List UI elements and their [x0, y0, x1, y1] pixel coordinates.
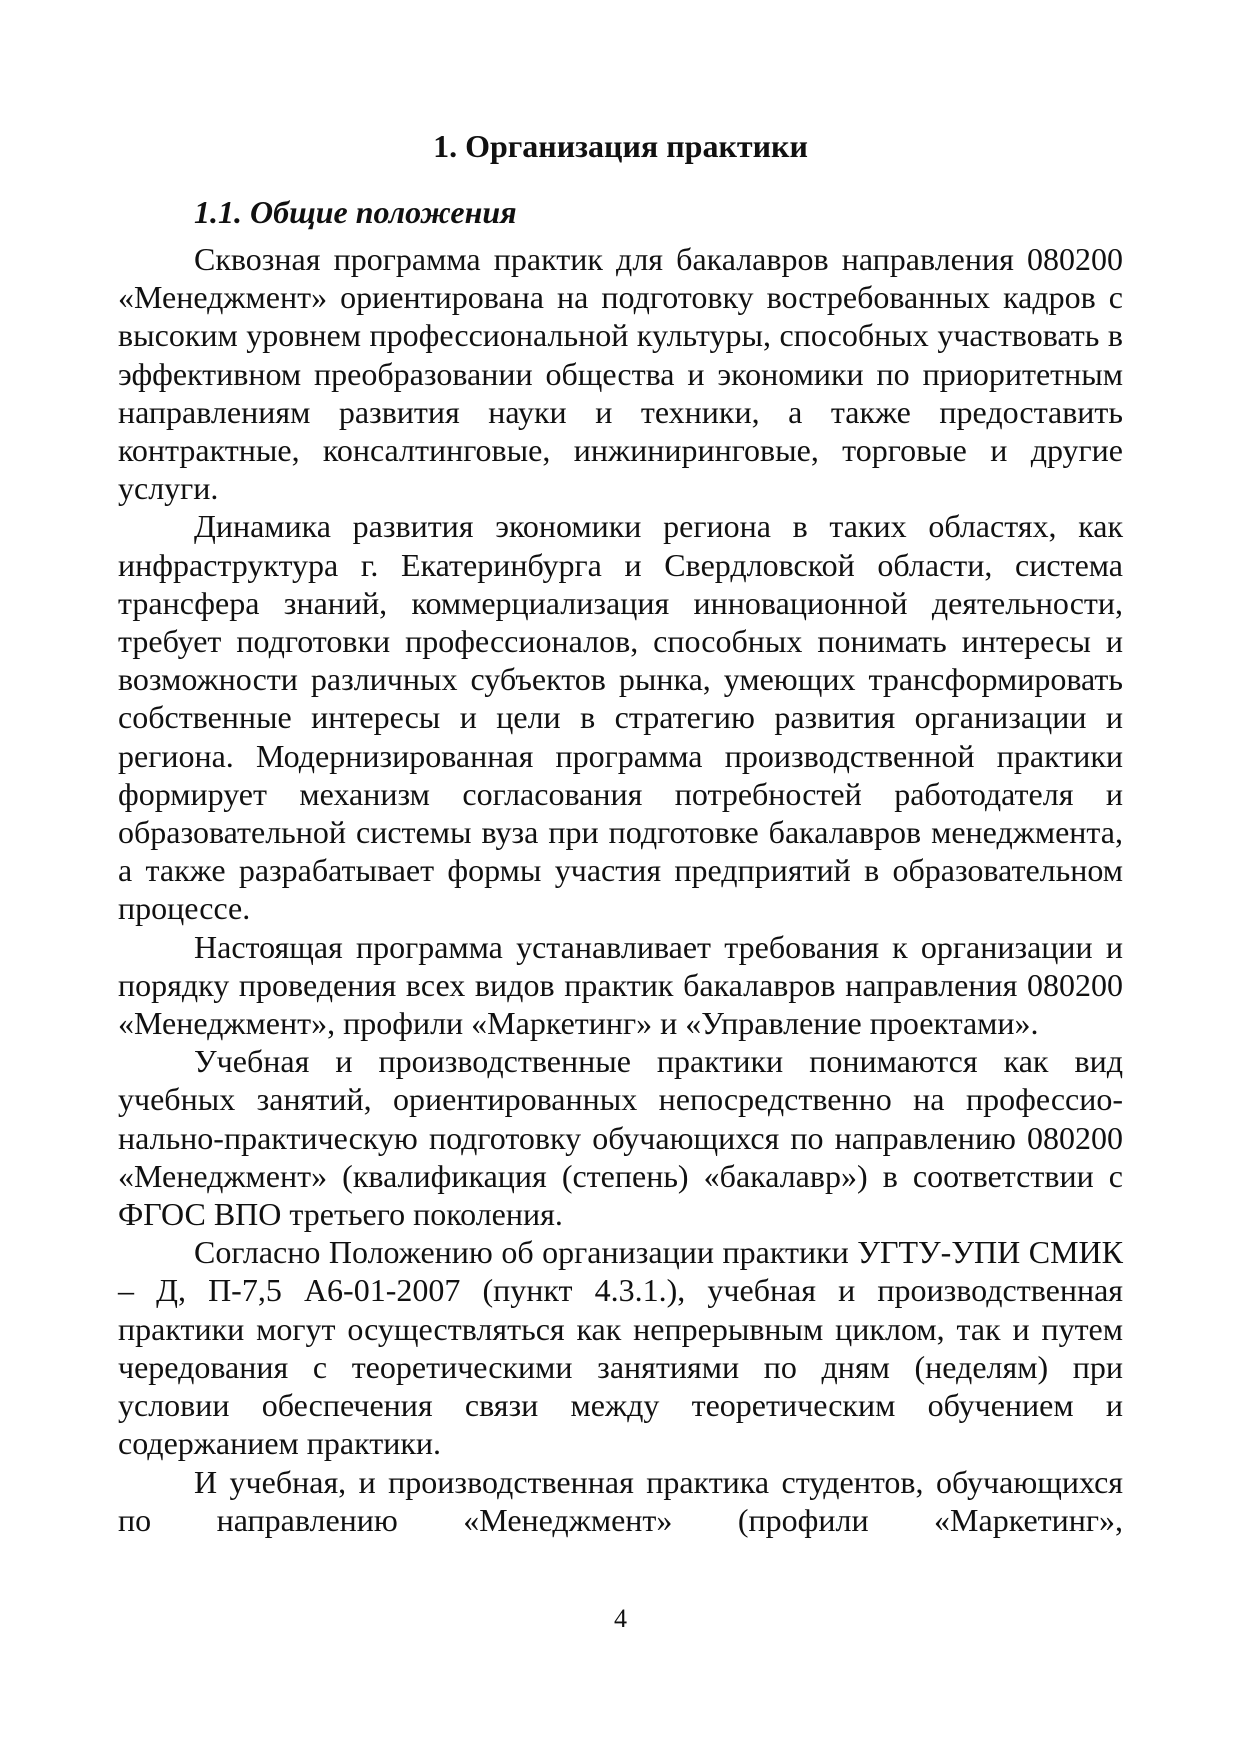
paragraph-3: Настоящая программа устанавливает требования к организации и порядку проведения всех видов практик бакалавров направления 080200 «Менеджмент», профили «Маркетинг» и «Управление проектами».	[118, 928, 1123, 1042]
paragraph-6: И учебная, и производственная практика студентов, обучающихся по направлению «Менеджмент» (профили «Маркетинг»,	[118, 1463, 1123, 1538]
page-number: 4	[614, 1604, 627, 1633]
body-text	[118, 240, 1123, 1539]
document-page	[118, 0, 1123, 1754]
chapter-title: 1. Организация практики	[433, 128, 808, 164]
paragraph-5: Согласно Положению об организации практики УГТУ-УПИ СМИК – Д, П-7,5 А6-01-2007 (пункт 4.3.1.), учебная и производственная практики могут осуществляться как непрерывным циклом, так и путем чередования с теоретическими занятиями по дням (неделям) при условии обеспечения связи между теоретическим обучением и содержанием практики.	[118, 1234, 1123, 1462]
section-title: 1.1. Общие положения	[194, 194, 517, 230]
paragraph-4: Учебная и производственные практики понимаются как вид учебных занятий, ориентированных непосредственно на профессионально-практическую подготовку обучающихся по направлению 080200 «Менеджмент» (квалификация (степень) «бакалавр») в соответствии с ФГОС ВПО третьего поколения.	[118, 1043, 1123, 1233]
paragraph-2: Динамика развития экономики региона в таких областях, как инфраструктура г. Екатеринбурга и Свердловской области, система трансфера знаний, коммерциализация инновационной деятельности, требует подготовки профессионалов, способных понимать интересы и возможности различных субъектов рынка, умеющих трансформировать собственные интересы и цели в стратегию развития организации и региона. Модернизированная программа производственной практики формирует механизм согласования потребностей работодателя и образовательной системы вуза при подготовке бакалавров менеджмента, а также разрабатывает формы участия предприятий в образовательном процессе.	[118, 508, 1123, 927]
paragraph-1: Сквозная программа практик для бакалавров направления 080200 «Менеджмент» ориентирована на подготовку востребованных кадров с высоким уровнем профессиональной культуры, способных участвовать в эффективном преобразовании общества и экономики по приоритетным направлениям развития науки и техники, а также предоставить контрактные, консалтинговые, инжиниринговые, торговые и другие услуги.	[118, 241, 1123, 507]
